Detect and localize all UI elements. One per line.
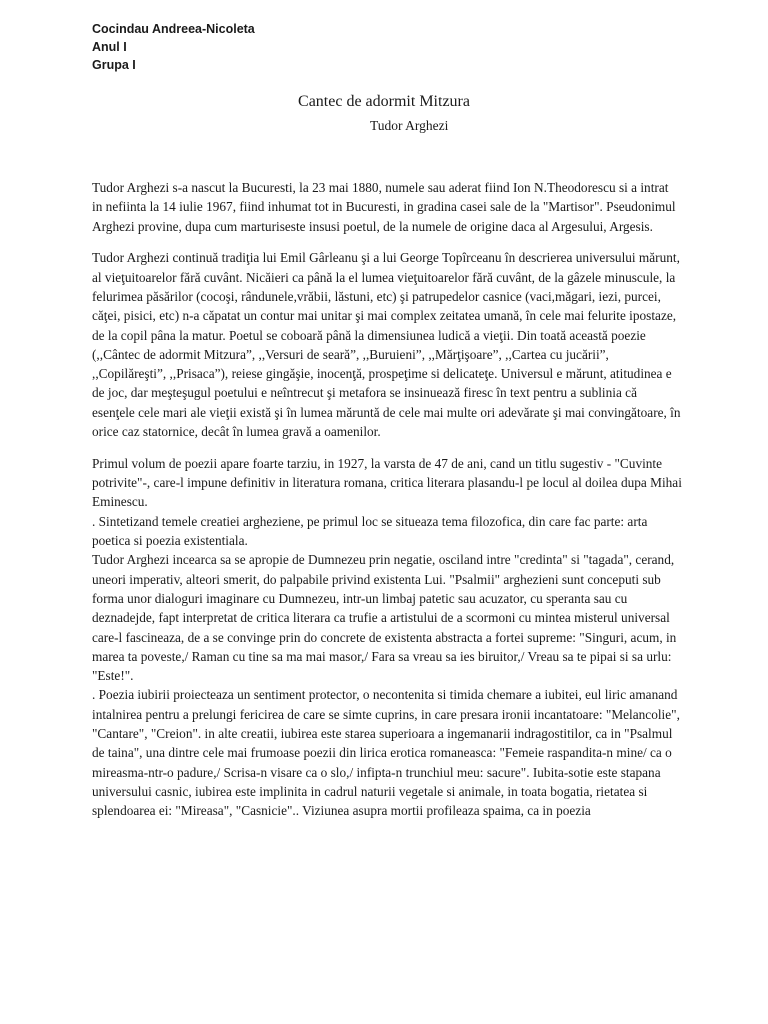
student-year: Anul I bbox=[92, 40, 127, 54]
student-header bbox=[92, 20, 255, 74]
paragraph-love-poetry: . Poezia iubirii proiecteaza un sentiment protector, o necontenita si timida chemare a iubitei, eul liric amanand intalnirea pentru a prelungi fericirea de care se simte cuprins, in care presara ironii incantatoare: "Melancolie", "Cantare", "Creion". in alte creatii, iubirea este starea superioara a ingemanarii indragostitilor, ca in "Psalmul de taina", una dintre cele mai frumoase poezii din lirica erotica romaneasca: "Femeie raspandita-n mine/ ca o mireasma-ntr-o padure,/ Scrisa-n visare ca o slo,/ infipta-n trunchiul meu: sacure". Iubita-sotie este stapana universului casnic, iubirea este implinita in cadrul naturii vegetale si animale, in toata bogatia, rietatea si splendoarea ei: "Mireasa", "Casnicie".. Viziunea asupra mortii profileaza spaima, ca in poezia bbox=[92, 687, 680, 819]
paragraph-themes: . Sintetizand temele creatiei argheziene, pe primul loc se situeaza tema filozofica, din care fac parte: arta poetica si poezia existentiala. bbox=[92, 513, 648, 549]
paragraph-small-universe: Tudor Arghezi continuă tradiţia lui Emil Gârleanu şi a lui George Topîrceanu în descrierea universului mărunt, al vieţuitoarelor fără cuvânt. Nicăieri ca până la el lumea vieţuitoarelor fără cuvânt, de la gâzele minuscule, la felurimea păsărilor (cocoşi, rândunele,vrăbii, lăstuni, etc) şi patrupedelor casnice (vaci,măgari, iezi, purcei, căţei, pisici, etc) n-a căpatat un contur mai unitar şi mai complex zeitatea umană, în cele mai felurite ipostaze, de la copil pâna la matur. Poetul se coboară până la dimensiunea ludică a vieţii. Din toată această poezie (,,Cântec de adormit Mitzura”, ,,Versuri de seară”, ,,Buruieni”, ,,Mărţişoare”, ,,Cartea cu jucării”, ,,Copilăreşti”, ,,Prisaca”), reiese gingăşie, inocenţă, prospeţime si delicateţe. Universul e mărunt, atitudinea e de joc, dar meşteşugul poetului e neîntrecut şi metafora se insinuează firesc în text pentru a sublinia că esenţele cele mari ale vieţii există şi în lumea măruntă de cele mai multe ori adevărate şi mai convingătoare, în orice caz statornice, decât în lumea gravă a oamenilor. bbox=[92, 250, 681, 440]
student-group: Grupa I bbox=[92, 58, 136, 72]
paragraph-psalms: Tudor Arghezi incearca sa se apropie de Dumnezeu prin negatie, osciland intre "credinta" si "tagada", cerand, uneori imperativ, alteori smerit, do palpabile privind existenta Lui. "Psalmii" arghezieni sunt conceputi sub forma unor dialoguri imaginare cu Dumnezeu, intr-un limbaj patetic sau acuzator, cu speranta sau cu deznadejde, fapt interpretat de critica literara ca trufie a artistului de a scormoni cu mintea misterul universal care-l fascineaza, de a se convinge prin do concrete de existenta abstracta a fortei supreme: "Singuri, acum, in marea ta poveste,/ Raman cu tine sa ma mai masor,/ Fara sa vreau sa ies biruitor,/ Vreau sa te pipai si sa urlu: "Este!". bbox=[92, 552, 677, 684]
document-title-wrapper bbox=[0, 93, 768, 111]
student-name: Cocindau Andreea-Nicoleta bbox=[92, 22, 255, 36]
document-title: Cantec de adormit Mitzura bbox=[298, 93, 470, 110]
paragraph-first-volume: Primul volum de poezii apare foarte tarziu, in 1927, la varsta de 47 de ani, cand un titlu sugestiv - "Cuvinte potrivite"-, care-l impune definitiv in literatura romana, critica literara plasandu-l pe locul al doilea dupa Mihai Eminescu. bbox=[92, 455, 682, 510]
document-author: Tudor Arghezi bbox=[370, 118, 449, 133]
document-body bbox=[92, 178, 682, 821]
paragraph-biography: Tudor Arghezi s-a nascut la Bucuresti, la 23 mai 1880, numele sau aderat fiind Ion N.Theodorescu si a intrat in nefiinta la 14 iulie 1967, fiind inhumat tot in Bucuresti, in gradina casei sale de la "Martisor". Pseudonimul Arghezi provine, dupa cum marturiseste insusi poetul, de la numele de origine daca al Argesului, Argesis. bbox=[92, 180, 676, 234]
